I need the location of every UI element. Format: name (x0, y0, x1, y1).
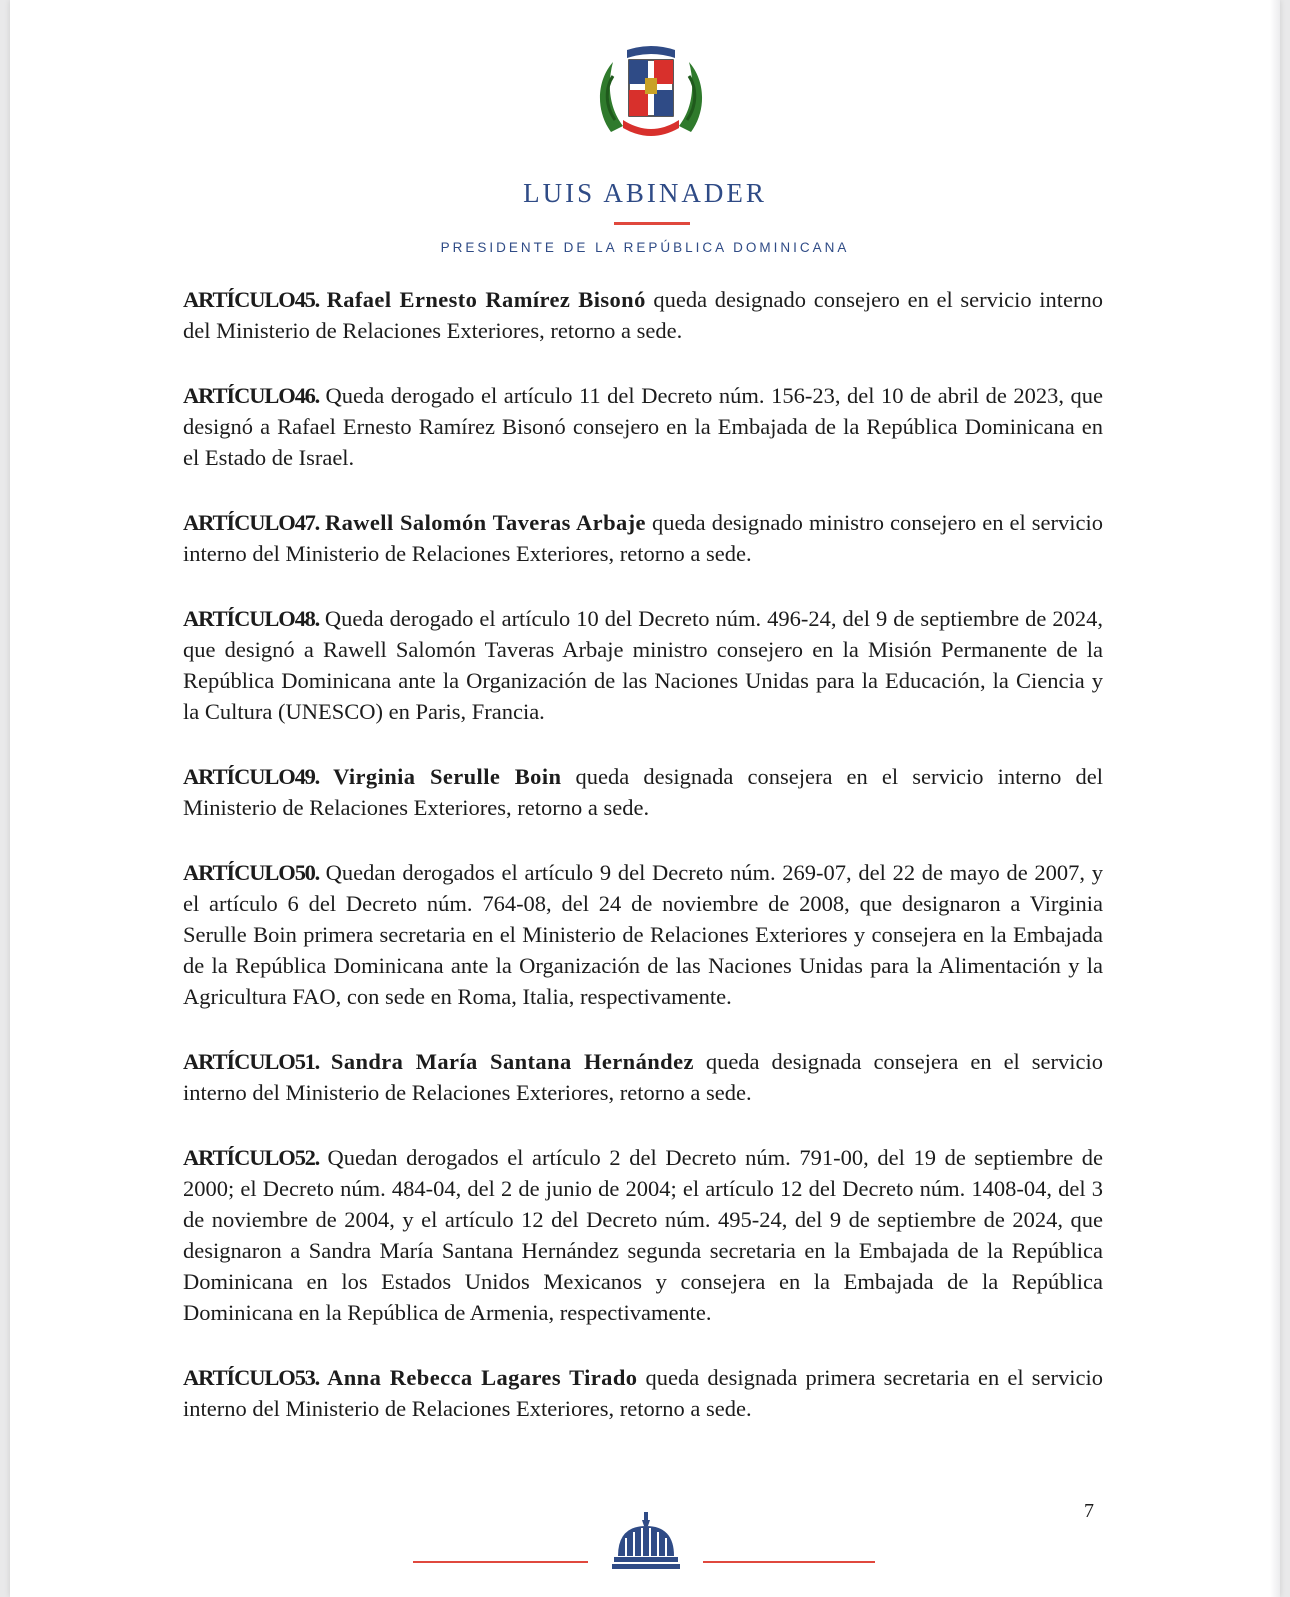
coat-of-arms-icon (593, 40, 709, 148)
article-person-name: Virginia Serulle Boin (333, 764, 562, 789)
article-text: Quedan derogados el artículo 2 del Decreto núm. 791-00, del 19 de septiembre de 2000; el Decreto núm. 484-04, del 2 de junio de 2004; el artículo 12 del Decreto núm. 1408-04, del 3 de noviembre de 2004, y el artículo 12 del Decreto núm. 495-24, del 9 de septiembre de 2024, que designaron a Sandra María Santana Hernández segunda secretaria en la Embajada de la República Dominicana en los Estados Unidos Mexicanos y consejera en la Embajada de la República Dominicana en la República de Armenia, respectivamente. (183, 1145, 1103, 1325)
article-label: ARTÍCULO (183, 764, 295, 789)
article-text: Quedan derogados el artículo 9 del Decreto núm. 269-07, del 22 de mayo de 2007, y el artículo 6 del Decreto núm. 764-08, del 24 de noviembre de 2008, que designaron a Virginia Serulle Boin primera secretaria en el Ministerio de Relaciones Exteriores y consejera en la Embajada de la República Dominicana ante la Organización de las Naciones Unidas para la Alimentación y la Agricultura FAO, con sede en Roma, Italia, respectivamente. (183, 860, 1103, 1009)
article-text: queda designada consejera en el servicio interno del Ministerio de Relaciones Exteriores, retorno a sede. (183, 1049, 1104, 1105)
article-number: 49. (294, 764, 319, 789)
article-text: queda designada primera secretaria en el servicio interno del Ministerio de Relaciones Exteriores, retorno a sede. (183, 1365, 1104, 1421)
article-label: ARTÍCULO (183, 510, 295, 535)
article-52 (183, 1142, 1103, 1328)
article-person-name: Anna Rebecca Lagares Tirado (327, 1365, 638, 1390)
article-49 (183, 761, 1103, 823)
article-48 (183, 603, 1103, 727)
article-label: ARTÍCULO (183, 383, 295, 408)
article-label: ARTÍCULO (183, 1365, 295, 1390)
article-47 (183, 507, 1103, 569)
article-person-name: Rawell Salomón Taveras Arbaje (324, 510, 646, 535)
article-text: queda designada consejera en el servicio interno del Ministerio de Relaciones Exteriores, retorno a sede. (183, 764, 1103, 820)
palace-dome-icon (612, 1512, 680, 1570)
letterhead-name: LUIS ABINADER (523, 178, 767, 208)
article-label: ARTÍCULO (183, 606, 295, 631)
article-label: ARTÍCULO (183, 287, 295, 312)
article-51 (183, 1046, 1103, 1108)
article-53 (183, 1362, 1103, 1424)
article-text: queda designado consejero en el servicio interno del Ministerio de Relaciones Exteriores, retorno a sede. (183, 287, 1104, 343)
article-label: ARTÍCULO (183, 860, 295, 885)
document-body (183, 284, 1103, 1458)
article-number: 53. (294, 1365, 319, 1390)
article-number: 50. (294, 860, 319, 885)
article-number: 48. (294, 606, 319, 631)
letterhead-divider (614, 222, 690, 225)
footer-divider-left (413, 1561, 588, 1563)
article-number: 47. (294, 510, 319, 535)
footer-divider-right (703, 1561, 875, 1563)
article-46 (183, 380, 1103, 473)
article-person-name: Sandra María Santana Hernández (330, 1049, 694, 1074)
article-person-name: Rafael Ernesto Ramírez Bisonó (326, 287, 646, 312)
article-text: Queda derogado el artículo 10 del Decreto núm. 496-24, del 9 de septiembre de 2024, que designó a Rawell Salomón Taveras Arbaje ministro consejero en la Misión Permanente de la República Dominicana ante la Organización de las Naciones Unidas para la Educación, la Ciencia y la Cultura (UNESCO) en Paris, Francia. (183, 606, 1103, 724)
page-number: 7 (1084, 1500, 1094, 1522)
article-label: ARTÍCULO (183, 1049, 295, 1074)
article-text: Queda derogado el artículo 11 del Decreto núm. 156-23, del 10 de abril de 2023, que designó a Rafael Ernesto Ramírez Bisonó consejero en la Embajada de la República Dominicana en el Estado de Israel. (183, 383, 1103, 470)
article-number: 51. (294, 1049, 319, 1074)
article-number: 52. (294, 1145, 319, 1170)
article-number: 45. (294, 287, 319, 312)
letterhead-title: PRESIDENTE DE LA REPÚBLICA DOMINICANA (440, 240, 850, 255)
article-50 (183, 857, 1103, 1012)
article-number: 46. (294, 383, 319, 408)
article-label: ARTÍCULO (183, 1145, 295, 1170)
article-text: queda designado ministro consejero en el servicio interno del Ministerio de Relaciones Exteriores, retorno a sede. (183, 510, 1103, 566)
article-45 (183, 284, 1103, 346)
